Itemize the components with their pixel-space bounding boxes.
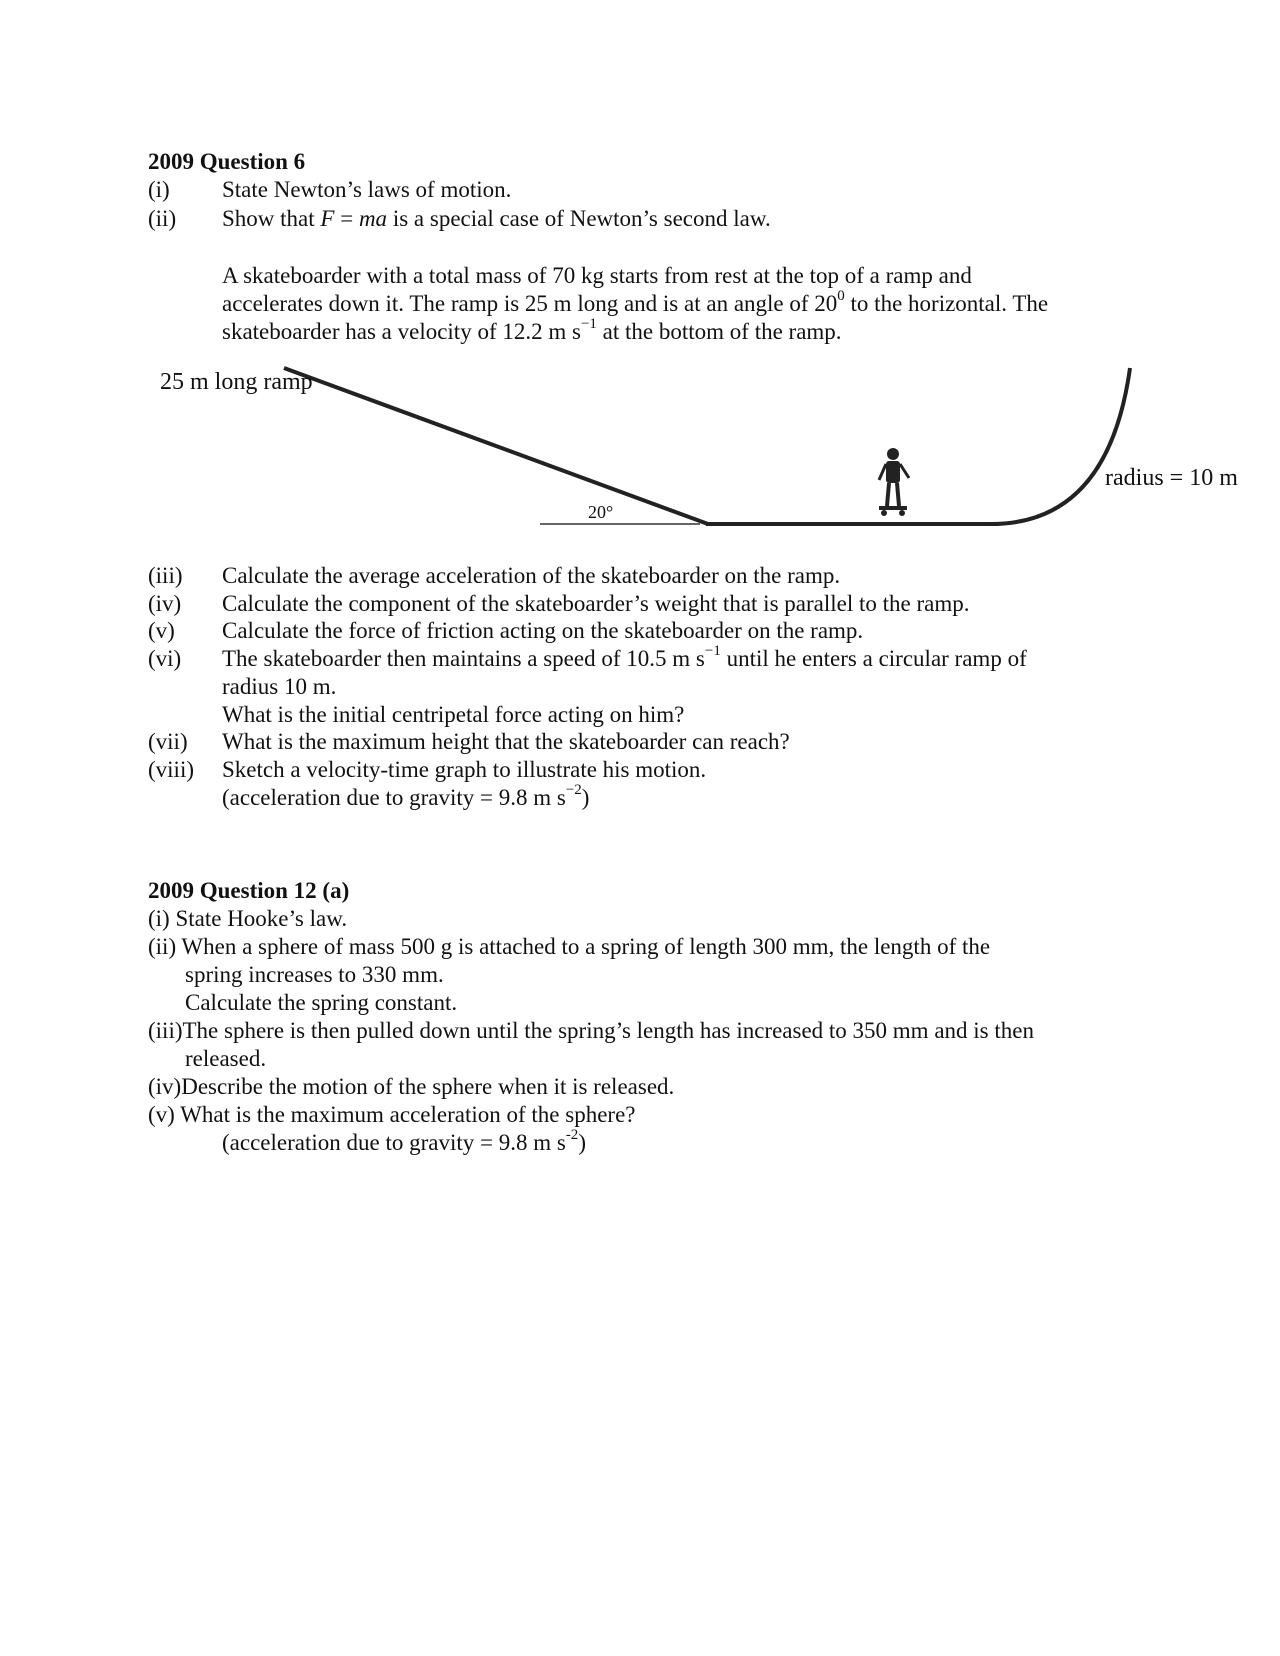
q12-part-v: (v) What is the maximum acceleration of the sphere? bbox=[148, 1102, 636, 1127]
circular-ramp bbox=[988, 368, 1130, 524]
gravity-note: (acceleration due to gravity = 9.8 m $s^{-2}$) bbox=[222, 782, 590, 810]
item-number: (i) bbox=[148, 177, 170, 202]
item-number: (ii) bbox=[148, 206, 177, 231]
inclined-ramp bbox=[284, 368, 708, 524]
item-number: (iv) bbox=[148, 591, 182, 616]
skateboarder-icon bbox=[879, 448, 909, 516]
q12-part-ii-line-2: spring increases to 330 mm. bbox=[185, 962, 444, 987]
item-number: (viii) bbox=[148, 757, 194, 782]
q6-part-vi-line-1: The skateboarder then maintains a speed of 10.5 m $s^{-1}$ until he enters a circular ramp of bbox=[222, 643, 1027, 671]
q12-part-ii-line-3: Calculate the spring constant. bbox=[185, 990, 458, 1015]
q6-part-viii-text: Sketch a velocity-time graph to illustrate his motion. bbox=[222, 757, 707, 782]
q12-part-iii-line-1: (iii)The sphere is then pulled down until the spring’s length has increased to 350 mm and is then bbox=[148, 1018, 1034, 1043]
scenario-line-3: skateboarder has a velocity of 12.2 m $s^{-1}$ at the bottom of the ramp. bbox=[222, 316, 842, 344]
q12-part-ii-line-1: (ii) When a sphere of mass 500 g is attached to a spring of length 300 mm, the length of the bbox=[148, 934, 991, 959]
q6-part-iii-text: Calculate the average acceleration of the skateboarder on the ramp. bbox=[222, 563, 841, 588]
item-number: (v) bbox=[148, 618, 175, 643]
question-12a-title: 2009 Question 12 (a) bbox=[148, 878, 350, 903]
q6-part-vi-line-3: What is the initial centripetal force acting on him? bbox=[222, 702, 685, 727]
q12-part-i: (i) State Hooke’s law. bbox=[148, 906, 348, 931]
angle-label: 20° bbox=[588, 502, 614, 522]
radius-label: radius = 10 m bbox=[1105, 465, 1238, 491]
ramp-length-label: 25 m long ramp bbox=[160, 369, 313, 395]
scenario-line-2: accelerates down it. The ramp is 25 m long and is at an angle of $20^0$ to the horizontal. The bbox=[222, 288, 1049, 316]
q12-gravity-note: (acceleration due to gravity = 9.8 m $s^{-2}$) bbox=[222, 1127, 586, 1155]
item-number: (vi) bbox=[148, 646, 182, 671]
q6-part-vii-text: What is the maximum height that the skateboarder can reach? bbox=[222, 729, 790, 754]
q6-part-vi-line-2: radius 10 m. bbox=[222, 674, 337, 699]
q6-part-i-text: State Newton’s laws of motion. bbox=[222, 177, 512, 202]
scenario-line-1: A skateboarder with a total mass of 70 kg starts from rest at the top of a ramp and bbox=[222, 263, 972, 288]
q12-part-iv: (iv)Describe the motion of the sphere when it is released. bbox=[148, 1074, 675, 1099]
question-6-title: 2009 Question 6 bbox=[148, 149, 306, 174]
item-number: (vii) bbox=[148, 729, 188, 754]
q6-part-iv-text: Calculate the component of the skateboarder’s weight that is parallel to the ramp. bbox=[222, 591, 970, 616]
q12-part-iii-line-2: released. bbox=[185, 1046, 267, 1071]
q6-part-v-text: Calculate the force of friction acting on the skateboarder on the ramp. bbox=[222, 618, 864, 643]
ramp-diagram bbox=[0, 360, 1280, 540]
item-number: (iii) bbox=[148, 563, 183, 588]
q6-part-ii-text: Show that F = ma is a special case of Newton’s second law. bbox=[222, 206, 771, 231]
